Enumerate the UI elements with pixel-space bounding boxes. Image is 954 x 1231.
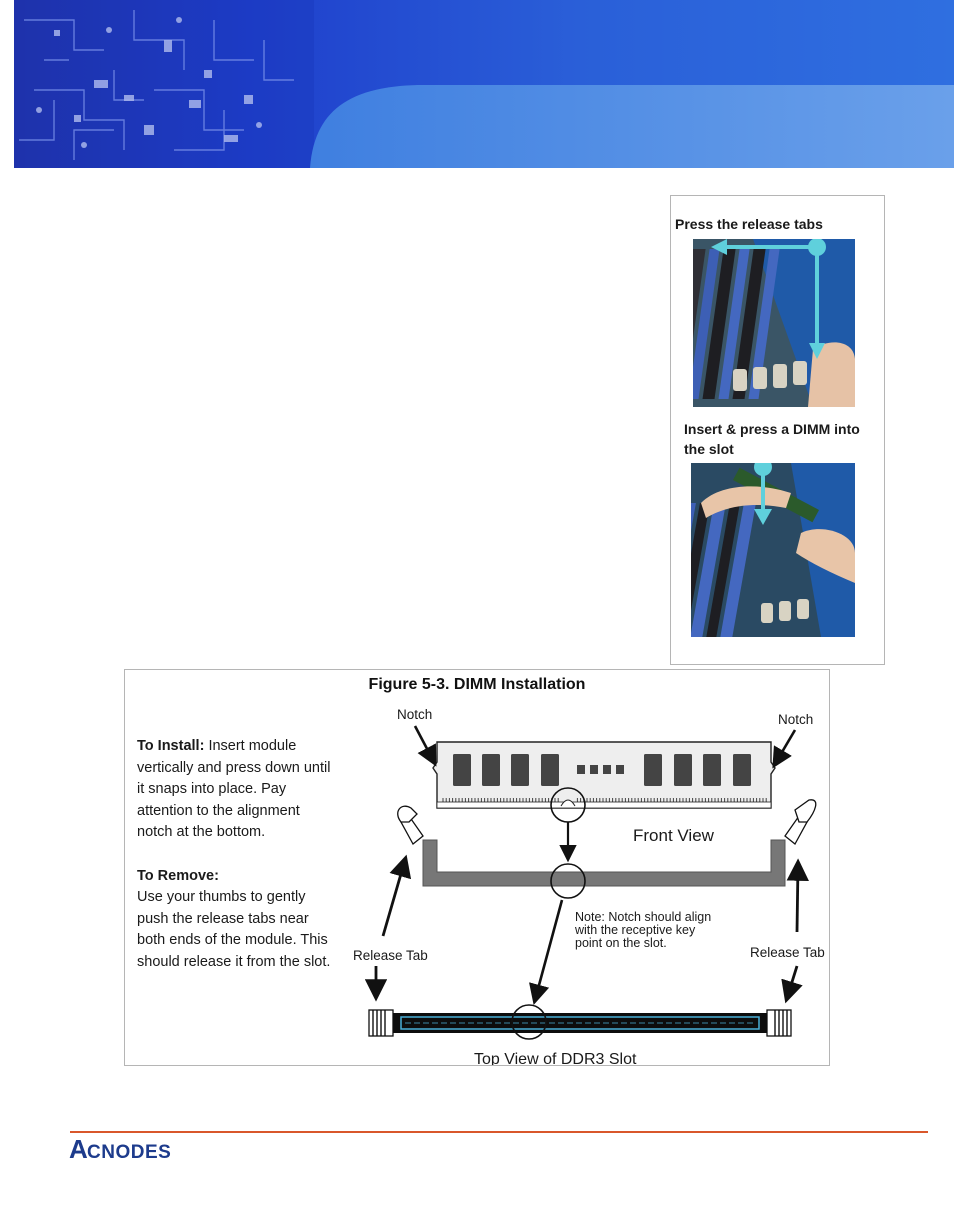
photo-callout	[670, 195, 885, 665]
insert-dimm-photo	[691, 463, 855, 642]
install-instructions	[137, 736, 333, 844]
dimm-slot-top-view	[369, 1005, 791, 1039]
release-tab-right-label: Release Tab	[750, 945, 825, 960]
release-tabs-photo	[693, 239, 855, 412]
photo-caption-insert-dimm: Insert & press a DIMM into the slot	[684, 421, 860, 457]
note-line-2: with the receptive key	[575, 923, 696, 937]
figure-title: Figure 5-3. DIMM Installation	[368, 676, 586, 693]
install-text: Insert module vertically and press down until it snaps into place. Pay attention to the alignment notch at the bottom.	[137, 738, 331, 840]
top-view-label: Top View of DDR3 Slot	[474, 1051, 637, 1067]
release-tab-clip-left-icon	[398, 806, 423, 844]
remove-text: Use your thumbs to gently push the release tabs near both ends of the module. This should release it from the slot.	[137, 889, 331, 970]
dimm-slot-profile	[423, 840, 785, 898]
note-line-1: Note: Notch should align	[575, 910, 712, 924]
svg-text:A: A	[69, 1137, 88, 1163]
header-banner	[14, 0, 954, 168]
remove-instructions	[137, 866, 333, 974]
footer-rule	[70, 1131, 928, 1133]
front-view-label: Front View	[633, 826, 714, 845]
notch-left-label: Notch	[397, 707, 433, 722]
svg-text:CNODES: CNODES	[87, 1142, 172, 1163]
note-line-3: point on the slot.	[575, 936, 667, 950]
release-tab-left-label: Release Tab	[353, 948, 428, 963]
remove-heading: To Remove:	[137, 867, 219, 884]
install-heading: To Install:	[137, 738, 205, 754]
dimm-installation-figure	[124, 669, 830, 1066]
acnodes-logo	[69, 1137, 229, 1168]
notch-right-label: Notch	[778, 712, 814, 727]
release-tab-clip-right-icon	[785, 800, 816, 844]
dimm-module	[433, 742, 775, 822]
photo-caption-release-tabs: Press the release tabs	[675, 216, 823, 232]
instructions	[137, 736, 333, 995]
